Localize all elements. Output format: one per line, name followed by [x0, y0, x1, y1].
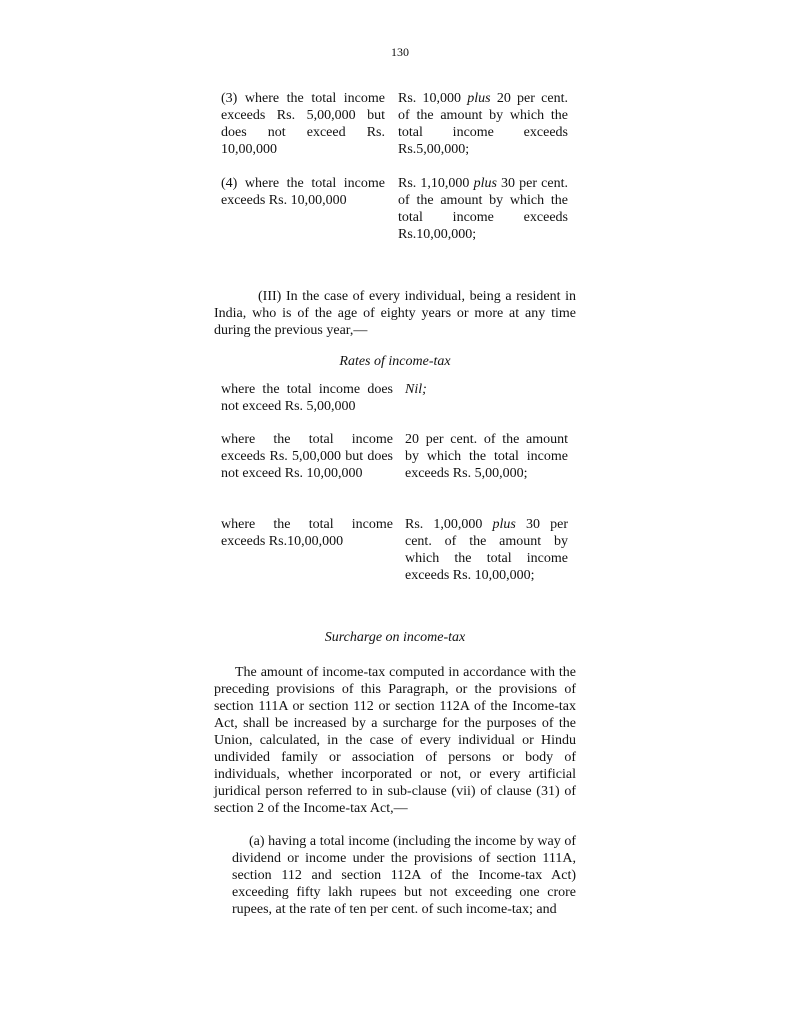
surcharge-paragraph: The amount of income-tax computed in accordance with the preceding provisions of this Paragraph, or the provisions of section 111A or section 112 or section 112A of the Income-tax Act, shall be increased by a surcharge for the purposes of the Union, calculated, in the case of every individual or Hindu undivided family or association of persons or body of individuals, whether incorporated or not, or every artificial juridical person referred to in sub-clause (vii) of clause (31) of section 2 of the Income-tax Act,—	[214, 665, 576, 816]
table-a-row-4-rate: Rs. 1,10,000 plus 30 per cent. of the amount by which the total income exceeds Rs.10,00,000;	[398, 176, 568, 242]
surcharge-heading: Surcharge on income-tax	[324, 630, 466, 645]
section-iii-intro: (III) In the case of every individual, being a resident in India, who is of the age of eighty years or more at any time during the previous year,—	[214, 289, 576, 338]
surcharge-clause-a: (a) having a total income (including the income by way of dividend or income under the provisions of section 111A, section 112 and section 112A of the Income-tax Act) exceeding fifty lakh rupees but not exceeding one crore rupees, at the rate of ten per cent. of such income-tax; and	[232, 834, 576, 917]
table-a-row-3-rate: Rs. 10,000 plus 20 per cent. of the amount by which the total income exceeds Rs.5,00,000;	[398, 91, 568, 157]
table-a-row-3-condition: (3) where the total income exceeds Rs. 5,00,000 but does not exceed Rs. 10,00,000	[221, 91, 385, 157]
table-b-row-2-rate: 20 per cent. of the amount by which the total income exceeds Rs. 5,00,000;	[405, 432, 568, 481]
page-number: 130	[391, 45, 409, 59]
table-b-row-2-condition: where the total income exceeds Rs. 5,00,000 but does not exceed Rs. 10,00,000	[221, 432, 393, 481]
table-b-row-3-condition: where the total income exceeds Rs.10,00,000	[221, 517, 393, 549]
table-b-row-1-rate: Nil;	[405, 382, 427, 397]
table-b-row-3-rate: Rs. 1,00,000 plus 30 per cent. of the amount by which the total income exceeds Rs. 10,00,000;	[405, 517, 568, 583]
table-a-row-4-condition: (4) where the total income exceeds Rs. 10,00,000	[221, 176, 385, 208]
rates-heading: Rates of income-tax	[339, 354, 451, 369]
table-b-row-1-condition: where the total income does not exceed Rs. 5,00,000	[221, 382, 393, 414]
